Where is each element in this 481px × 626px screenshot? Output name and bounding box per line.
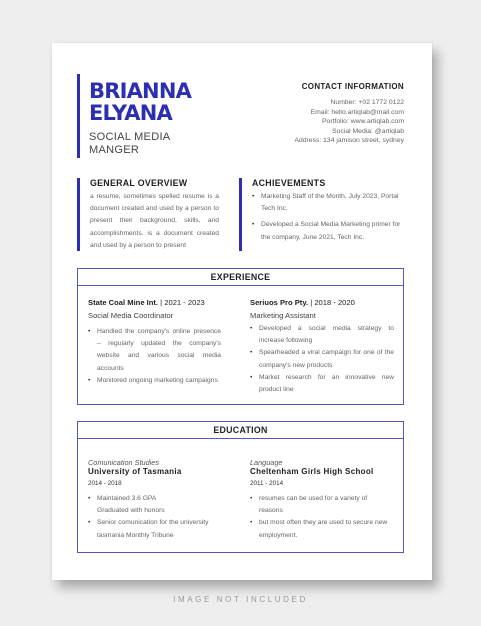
edu-bullet: • but most often they are used to secure new employment.: [250, 517, 390, 541]
edu-school: University of Tasmania: [88, 467, 182, 476]
edu-years: 2011 - 2014: [250, 480, 284, 487]
candidate-name: [89, 80, 191, 124]
job-heading: State Coal Mine Int. | 2021 - 2023: [88, 298, 205, 307]
edu-field: Comunication Studies: [88, 458, 159, 467]
job-bullet: • Monitored ongoing marketing campaigns: [88, 375, 221, 387]
contact-address: Address: 134 jamison street, sydney: [294, 137, 404, 144]
first-name: BRIANNA: [89, 79, 192, 103]
edu-bullet: [88, 493, 233, 517]
education-title: EDUCATION: [78, 422, 403, 439]
contact-social: Social Media: @artiqlab: [332, 127, 404, 135]
role-line-2: MANGER: [89, 144, 140, 156]
contact-number: Number: +02 1772 0122: [330, 99, 404, 106]
achievement-item: • Marketing Staff of the Month, July 2023, Portal Tech Inc.: [252, 191, 408, 215]
edu-bullet-line: • Maintained 3.6 GPA: [97, 495, 157, 502]
candidate-role: [89, 131, 170, 157]
job-company: State Coal Mine Int.: [88, 298, 159, 307]
role-line-1: SOCIAL MEDIA: [89, 131, 171, 143]
footer-caption: IMAGE NOT INCLUDED: [173, 595, 308, 604]
edu-bullets: [250, 493, 390, 542]
achievements-accent-bar: [239, 178, 242, 251]
job-bullets: [250, 323, 394, 396]
job-heading: Seriuos Pro Pty. | 2018 - 2020: [250, 298, 355, 307]
edu-bullet: • resumes can be used for a variety of reasons: [250, 493, 390, 517]
job-bullet: • Developed a social media strategy to increase following: [250, 323, 394, 347]
contact-portfolio: Portfolio: www.artiqlab.com: [322, 118, 404, 125]
contact-email: Email: hello.artiqlab@mail.com: [310, 108, 404, 116]
edu-field: Language: [250, 458, 283, 467]
overview-accent-bar: [77, 178, 80, 251]
job-dates: 2018 - 2020: [314, 298, 355, 307]
education-box: [77, 421, 404, 553]
job-dates: 2021 - 2023: [164, 298, 205, 307]
job-bullets: [88, 326, 221, 387]
achievements-title: ACHIEVEMENTS: [252, 178, 326, 188]
job-role: Social Media Coordinator: [88, 311, 174, 320]
job-bullet: • Market research for an innovative new product line: [250, 372, 394, 396]
experience-title: EXPERIENCE: [78, 269, 403, 286]
edu-bullets: [88, 493, 233, 542]
job-company: Seriuos Pro Pty.: [250, 298, 309, 307]
job-role: Marketing Assistant: [250, 311, 316, 320]
contact-title: CONTACT INFORMATION: [301, 82, 404, 91]
edu-bullet-line: Graduated with honors: [97, 507, 165, 515]
job-bullet: • Handled the company's online presence – regularly updated the company's website and various social media accounts: [88, 326, 221, 375]
contact-section: [294, 82, 404, 146]
last-name: ELYANA: [89, 101, 172, 125]
achievement-item: • Developed a Social Media Marketing primer for the company, June 2021, Tech Inc.: [252, 219, 408, 243]
edu-years: 2014 - 2018: [88, 480, 122, 487]
overview-title: GENERAL OVERVIEW: [90, 178, 188, 188]
job-bullet: • Spearheaded a viral campaign for one of the company's new products: [250, 347, 394, 371]
achievements-list: [252, 191, 408, 248]
edu-school: Cheltenham Girls High School: [250, 467, 374, 476]
resume-page: [52, 43, 432, 580]
experience-box: [77, 268, 404, 405]
name-accent-bar: [77, 74, 80, 158]
overview-text: a resume, sometimes spelled resume is a document created and used by a person to present their background, skills, and accomplishments. is a document created and used by a person to present: [90, 193, 219, 249]
edu-bullet: • Senior comunication for the university tasmania Monthly Tribune: [88, 517, 233, 541]
